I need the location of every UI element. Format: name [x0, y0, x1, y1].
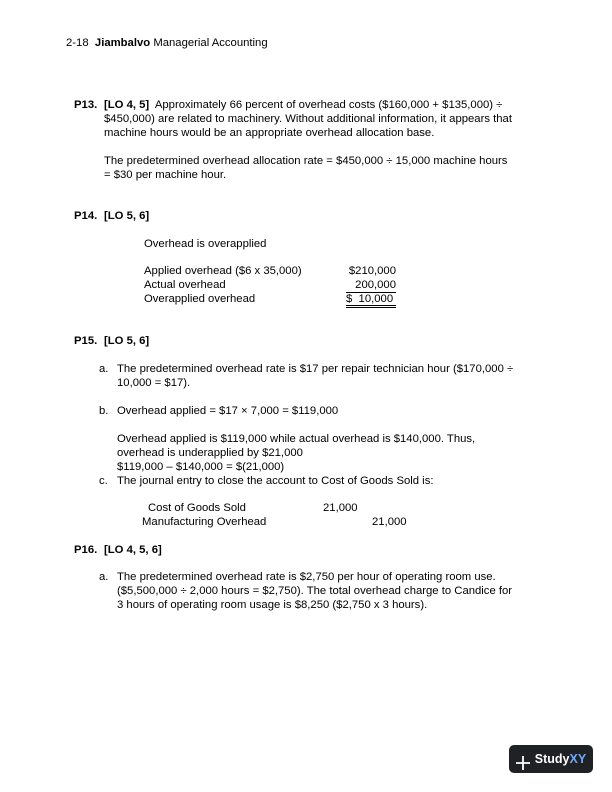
journal-credit-account: Manufacturing Overhead [142, 516, 267, 528]
journal-debit-amount: 21,000 [323, 502, 358, 514]
p16-a-marker: a. [99, 571, 109, 583]
p16-a-text-3: 3 hours of operating room usage is $8,250 ($2,750 x 3 hours). [117, 599, 428, 611]
p15-a-text-1: The predetermined overhead rate is $17 per repair technician hour ($170,000 ÷ [117, 363, 514, 375]
p16-label: P16. [74, 544, 98, 556]
p15-b-text-2: Overhead applied is $119,000 while actual overhead is $140,000. Thus, [117, 433, 476, 445]
p13-text-2: $450,000) are related to machinery. Without additional information, it appears that [104, 113, 512, 125]
p14-lo: [LO 5, 6] [104, 210, 150, 222]
p14-row-label: Applied overhead ($6 x 35,000) [144, 265, 302, 277]
badge-text [535, 745, 586, 773]
plus-logo-icon [516, 752, 530, 766]
p16-a-text-2: ($5,500,000 ÷ 2,000 hours = $2,750). The total overhead charge to Candice for [117, 585, 513, 597]
p15-a-text-2: 10,000 = $17). [117, 377, 191, 389]
p15-b-text-4: $119,000 – $140,000 = $(21,000) [117, 461, 285, 473]
p15-c-marker: c. [99, 475, 108, 487]
p14-row-value: $ 10,000 [346, 293, 396, 308]
p14-row-value: 200,000 [346, 279, 396, 293]
p14-status: Overhead is overapplied [144, 238, 267, 250]
p14-row-label: Overapplied overhead [144, 293, 256, 305]
p13-label: P13. [74, 99, 98, 111]
p15-b-marker: b. [99, 405, 109, 417]
p13-text-4: The predetermined overhead allocation rate = $450,000 ÷ 15,000 machine hours [104, 155, 508, 167]
journal-debit-account: Cost of Goods Sold [148, 502, 246, 514]
p15-c-text-1: The journal entry to close the account to Cost of Goods Sold is: [117, 475, 434, 487]
p13-text-5: = $30 per machine hour. [104, 169, 227, 181]
author-name: Jiambalvo [94, 37, 151, 49]
p13-text-1: Approximately 66 percent of overhead costs ($160,000 + $135,000) ÷ [154, 99, 503, 111]
p14-row-label: Actual overhead [144, 279, 226, 291]
studyxy-badge[interactable] [509, 745, 593, 773]
p15-a-marker: a. [99, 363, 109, 375]
badge-brand-suffix: XY [569, 752, 587, 766]
p15-b-text-3: overhead is underapplied by $21,000 [117, 447, 303, 459]
page-number: 2-18 [66, 37, 89, 49]
book-title: Managerial Accounting [153, 37, 268, 49]
p13-lo: [LO 4, 5] [104, 99, 150, 111]
p14-label: P14. [74, 210, 98, 222]
p13-line1 [104, 99, 502, 113]
journal-credit-amount: 21,000 [372, 516, 407, 528]
p15-b-text-1: Overhead applied = $17 × 7,000 = $119,000 [117, 405, 339, 417]
p13-text-3: machine hours would be an appropriate overhead allocation base. [104, 127, 435, 139]
p15-lo: [LO 5, 6] [104, 335, 150, 347]
p14-row-value: $210,000 [348, 265, 396, 277]
page-header [66, 37, 268, 51]
badge-brand: Study [534, 752, 570, 766]
p16-lo: [LO 4, 5, 6] [104, 544, 162, 556]
p16-a-text-1: The predetermined overhead rate is $2,750 per hour of operating room use. [117, 571, 496, 583]
p15-label: P15. [74, 335, 98, 347]
